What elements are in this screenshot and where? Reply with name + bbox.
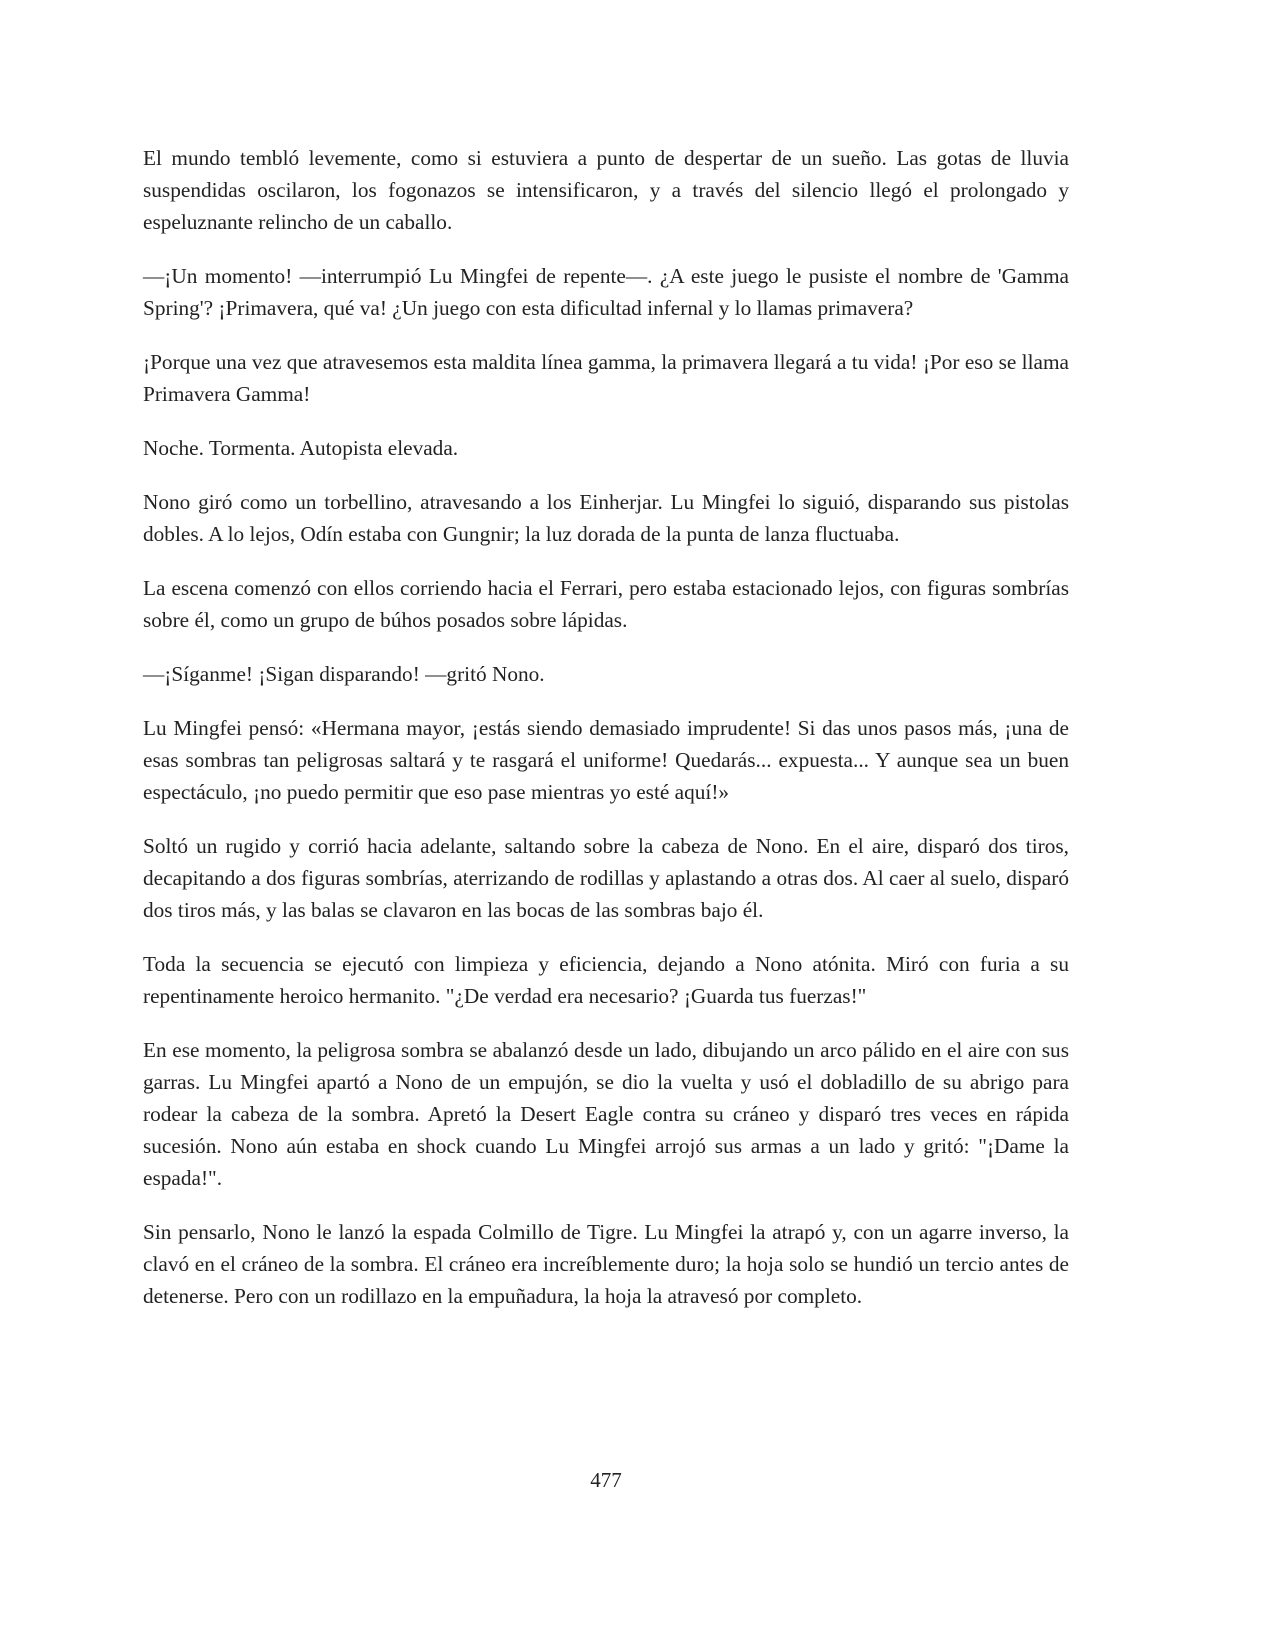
- paragraph: Soltó un rugido y corrió hacia adelante, saltando sobre la cabeza de Nono. En el aire, disparó dos tiros, decapitando a dos figuras sombrías, aterrizando de rodillas y aplastando a otras dos. Al caer al suelo, disparó dos tiros más, y las balas se clavaron en las bocas de las sombras bajo él.: [143, 834, 1069, 922]
- page-number: 477: [590, 1468, 622, 1492]
- paragraph: Toda la secuencia se ejecutó con limpieza y eficiencia, dejando a Nono atónita. Miró con furia a su repentinamente heroico hermanito. "¿De verdad era necesario? ¡Guarda tus fuerzas!": [143, 952, 1069, 1008]
- paragraph: —¡Síganme! ¡Sigan disparando! —gritó Nono.: [143, 662, 545, 686]
- paragraph: Noche. Tormenta. Autopista elevada.: [143, 436, 459, 460]
- paragraph: Lu Mingfei pensó: «Hermana mayor, ¡estás siendo demasiado imprudente! Si das unos pasos más, ¡una de esas sombras tan peligrosas saltará y te rasgará el uniforme! Quedarás... expuesta... Y aunque sea un buen espectáculo, ¡no puedo permitir que eso pase mientras yo esté aquí!»: [143, 716, 1069, 804]
- paragraph: El mundo tembló levemente, como si estuviera a punto de despertar de un sueño. Las gotas de lluvia suspendidas oscilaron, los fogonazos se intensificaron, y a través del silencio llegó el prolongado y espeluznante relincho de un caballo.: [143, 146, 1069, 234]
- paragraph: Sin pensarlo, Nono le lanzó la espada Colmillo de Tigre. Lu Mingfei la atrapó y, con un agarre inverso, la clavó en el cráneo de la sombra. El cráneo era increíblemente duro; la hoja solo se hundió un tercio antes de detenerse. Pero con un rodillazo en la empuñadura, la hoja la atravesó por completo.: [143, 1220, 1069, 1308]
- paragraph: En ese momento, la peligrosa sombra se abalanzó desde un lado, dibujando un arco pálido en el aire con sus garras. Lu Mingfei apartó a Nono de un empujón, se dio la vuelta y usó el dobladillo de su abrigo para rodear la cabeza de la sombra. Apretó la Desert Eagle contra su cráneo y disparó tres veces en rápida sucesión. Nono aún estaba en shock cuando Lu Mingfei arrojó sus armas a un lado y gritó: "¡Dame la espada!".: [143, 1038, 1069, 1190]
- paragraph: —¡Un momento! —interrumpió Lu Mingfei de repente—. ¿A este juego le pusiste el nombre de 'Gamma Spring'? ¡Primavera, qué va! ¿Un juego con esta dificultad infernal y lo llamas primavera?: [143, 264, 1069, 320]
- paragraph: Nono giró como un torbellino, atravesando a los Einherjar. Lu Mingfei lo siguió, disparando sus pistolas dobles. A lo lejos, Odín estaba con Gungnir; la luz dorada de la punta de lanza fluctuaba.: [143, 490, 1069, 546]
- paragraph: La escena comenzó con ellos corriendo hacia el Ferrari, pero estaba estacionado lejos, con figuras sombrías sobre él, como un grupo de búhos posados sobre lápidas.: [143, 576, 1069, 632]
- body-text: [143, 142, 1069, 1334]
- paragraph: ¡Porque una vez que atravesemos esta maldita línea gamma, la primavera llegará a tu vida! ¡Por eso se llama Primavera Gamma!: [143, 350, 1069, 406]
